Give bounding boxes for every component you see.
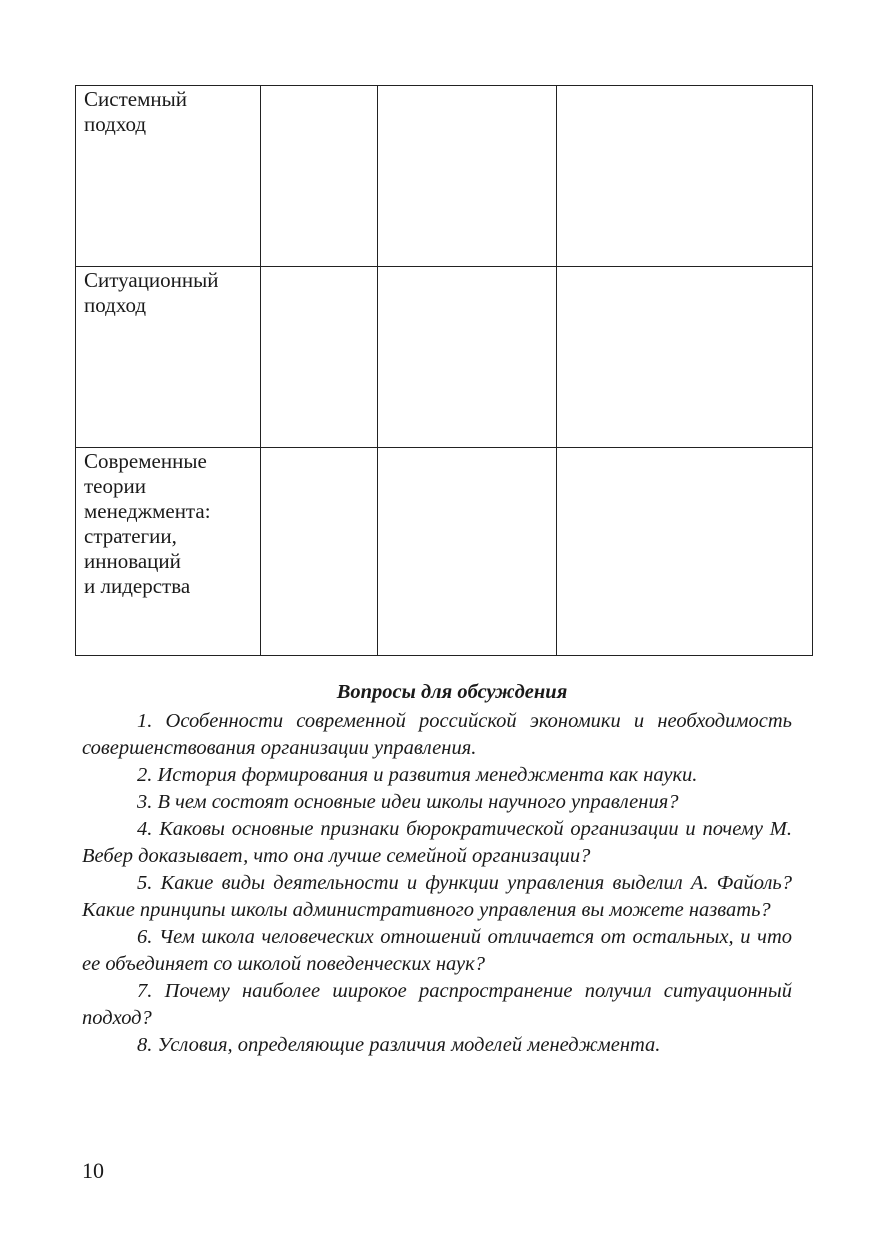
table-row [76,267,813,448]
empty-cell [378,86,557,267]
table-row [76,86,813,267]
question-item: 5. Какие виды деятельности и функции управления выделил А. Файоль? Какие принципы школы административного управления вы можете назвать? [82,872,792,921]
discussion-section [82,679,792,1059]
page-number: 10 [82,1158,104,1183]
question-item: 3. В чем состоят основные идеи школы научного управления? [137,791,679,813]
approaches-table [75,85,813,656]
table-row [76,448,813,656]
row-label-cell [76,86,261,267]
empty-cell [378,267,557,448]
empty-cell [261,86,378,267]
empty-cell [378,448,557,656]
section-title: Вопросы для обсуждения [336,681,568,703]
row-label: Современные теории менеджмента: стратегии, инноваций и лидерства [84,449,211,598]
question-item: 2. История формирования и развития менеджмента как науки. [137,764,698,786]
row-label: Системный подход [84,87,187,136]
empty-cell [557,448,813,656]
empty-cell [261,267,378,448]
row-label: Ситуационный подход [84,268,219,317]
question-item: 4. Каковы основные признаки бюрократической организации и почему М. Вебер доказывает, что она лучше семейной организации? [82,818,792,867]
empty-cell [557,267,813,448]
row-label-cell [76,448,261,656]
empty-cell [261,448,378,656]
question-item: 1. Особенности современной российской экономики и необходимость совершенствования организации управления. [82,710,792,759]
empty-cell [557,86,813,267]
question-item: 8. Условия, определяющие различия моделей менеджмента. [137,1034,661,1056]
row-label-cell [76,267,261,448]
question-item: 6. Чем школа человеческих отношений отличается от остальных, и что ее объединяет со школой поведенческих наук? [82,926,792,975]
question-item: 7. Почему наиболее широкое распространение получил ситуационный подход? [82,980,792,1029]
